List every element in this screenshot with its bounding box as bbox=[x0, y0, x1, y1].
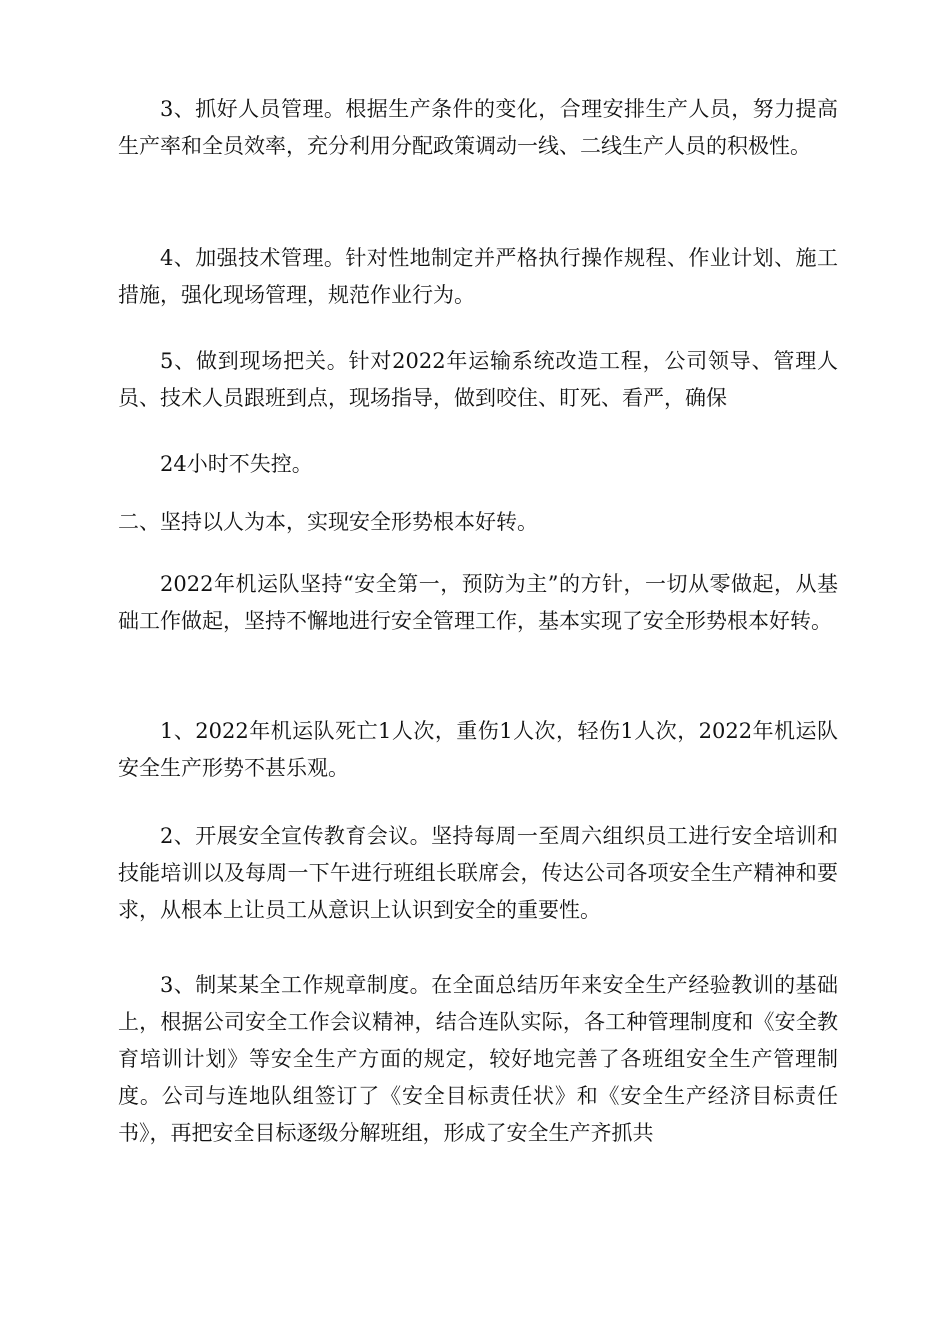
paragraph-safety-regulations: 3、制某某全工作规章制度。在全面总结历年来安全生产经验教训的基础上，根据公司安全工作会议精神，结合连队实际，各工种管理制度和《安全教育培训计划》等安全生产方面的规定，较好地完善了各班组安全生产管理制度。公司与连地队组签订了《安全目标责任状》和《安全生产经济目标责任书》，再把安全目标逐级分解班组，形成了安全生产齐抓共 bbox=[118, 973, 838, 1145]
paragraph-safety-policy: 2022年机运队坚持“安全第一，预防为主”的方针，一切从零做起，从基础工作做起，坚持不懈地进行安全管理工作，基本实现了安全形势根本好转。 bbox=[118, 572, 838, 633]
paragraph-onsite-control: 5、做到现场把关。针对2022年运输系统改造工程，公司领导、管理人员、技术人员跟班到点，现场指导，做到咬住、盯死、看严，确保 bbox=[118, 349, 838, 410]
paragraph-accident-statistics: 1、2022年机运队死亡1人次，重伤1人次，轻伤1人次，2022年机运队安全生产形势不甚乐观。 bbox=[118, 719, 838, 780]
paragraph-technical-management: 4、加强技术管理。针对性地制定并严格执行操作规程、作业计划、施工措施，强化现场管理，规范作业行为。 bbox=[118, 246, 838, 307]
paragraph-safety-education: 2、开展安全宣传教育会议。坚持每周一至周六组织员工进行安全培训和技能培训以及每周一下午进行班组长联席会，传达公司各项安全生产精神和要求，从根本上让员工从意识上认识到安全的重要性。 bbox=[118, 824, 838, 922]
section-heading-safety: 二、坚持以人为本，实现安全形势根本好转。 bbox=[118, 510, 538, 534]
paragraph-24h-control: 24小时不失控。 bbox=[160, 452, 313, 476]
paragraph-personnel-management: 3、抓好人员管理。根据生产条件的变化，合理安排生产人员，努力提高生产率和全员效率，充分利用分配政策调动一线、二线生产人员的积极性。 bbox=[118, 97, 838, 158]
